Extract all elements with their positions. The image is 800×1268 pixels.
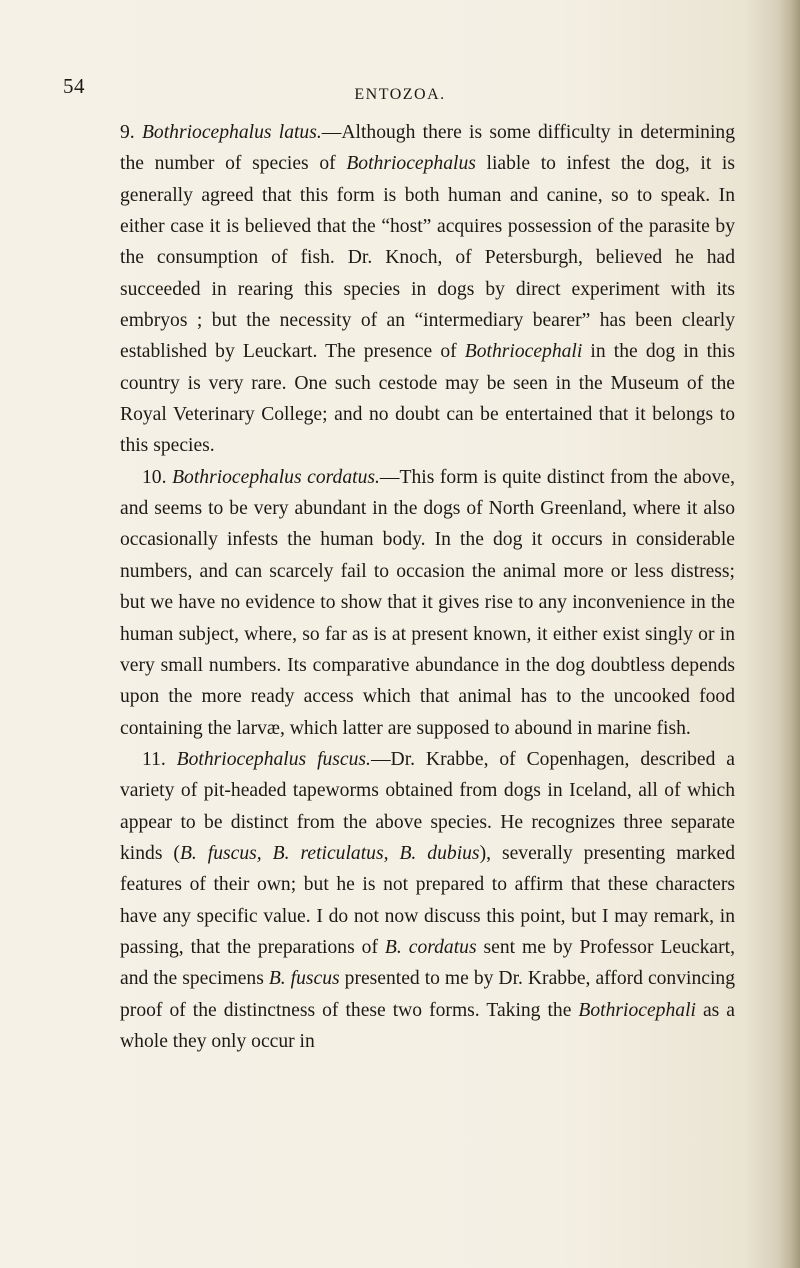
body-text: [120, 117, 735, 1057]
paragraph-11: [120, 744, 735, 1057]
paragraph-number: 10.: [142, 466, 167, 488]
italic-run: B. fuscus, B. reticulatus, B. dubius: [179, 842, 480, 864]
text-run: in the dog in this country is very rare. One such cestode may be seen in the Museum of the Royal Veterinary College; and no doubt can be entertained that it belongs to this species.: [120, 341, 735, 457]
text-run: liable to infest the dog, it is generally agreed that this form is both human and canine, so to speak. In either case it is believed that the “host” acquires possession of the parasite by the consumption of fish. Dr. Knoch, of Petersburgh, believed he had succeeded in rearing this species in dogs by direct experiment with its embryos ; but the necessity of an “intermediary bearer” has been clearly established by Leuckart. The presence of: [120, 153, 735, 363]
page-number: 54: [63, 74, 85, 98]
text-run: presented to me by Dr. Krabbe, afford convincing proof of the distinctness of these two forms. Taking the: [120, 968, 736, 1021]
running-head: ENTOZOA.: [354, 86, 446, 103]
species-heading: Bothriocephalus fuscus.: [176, 748, 371, 770]
text-run: sent me by Professor Leuckart, and the specimens: [120, 936, 735, 990]
text-run: as a whole they only occur in: [120, 999, 735, 1052]
dash: —: [321, 122, 342, 143]
paragraph-number: 11.: [142, 748, 166, 770]
dash: —: [370, 748, 391, 770]
paragraph-10: [120, 462, 735, 744]
text-run: Although there is some difficulty in determining the number of species of: [120, 122, 735, 175]
italic-run: Bothriocephali: [464, 341, 583, 363]
text-run: This form is quite distinct from the above, and seems to be very abundant in the dogs of North Greenland, where it also occasionally infests the human body. In the dog it occurs in considerable numbers, and can scarcely fail to occasion the animal more or less distress; but we have no evidence to show that it gives rise to any inconvenience in the human subject, where, so far as is at present known, it either exist singly or in very small numbers. Its comparative abundance in the dog doubtless depends upon the more ready access which that animal has to the uncooked food containing the larvæ, which latter are supposed to abound in marine fish.: [120, 466, 735, 739]
italic-run: B. fuscus: [268, 968, 340, 990]
italic-run: Bothriocephalus: [346, 153, 476, 175]
text-run: ), severally presenting marked features of their own; but he is not prepared to affirm that these characters have any specific value. I do not now discuss this point, but I may remark, in passing, that the preparations of: [120, 842, 735, 958]
paragraph-number: 9.: [120, 122, 135, 143]
text-run: Dr. Krabbe, of Copenhagen, described a variety of pit-headed tapeworms obtained from dogs in Iceland, all of which appear to be distinct from the above species. He recognizes three separate kinds (: [120, 748, 735, 864]
dash: —: [379, 466, 400, 488]
species-heading: Bothriocephalus latus.: [141, 122, 322, 143]
italic-run: Bothriocephali: [578, 999, 696, 1021]
species-heading: Bothriocephalus cordatus.: [172, 466, 380, 488]
italic-run: B. cordatus: [384, 936, 477, 958]
paragraph-9: [120, 117, 735, 462]
page-edge-shadow: [778, 0, 800, 1268]
